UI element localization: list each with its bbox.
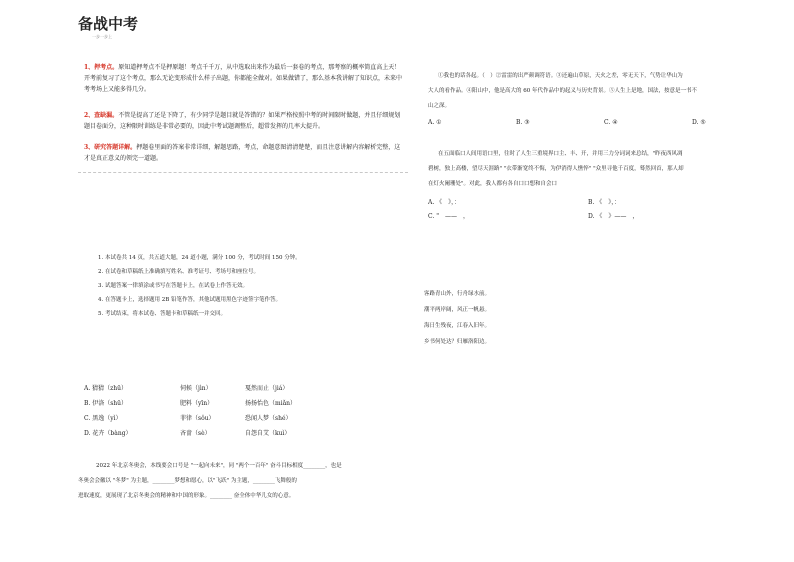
q1-option-cell: D. 花卉（bàng） xyxy=(84,430,132,437)
poem-line: 海日生残夜，江春入旧年。 xyxy=(424,323,491,329)
q4-option: C. " —— ， xyxy=(428,213,469,220)
q3-passage-line: 山之深。 xyxy=(428,103,451,109)
brand-logo xyxy=(78,12,158,42)
q1-option-cell: 扬扬怡色（miǎn） xyxy=(245,400,297,407)
q4-option: D. 《 》—— ， xyxy=(588,213,639,220)
q1-option-cell: B. 伊洛（shū） xyxy=(84,400,128,407)
q1-option-cell: 菲律（sǒu） xyxy=(180,415,215,422)
q1-option-cell: 吝啬（sè） xyxy=(180,430,211,437)
poem-line: 客路青山外，行舟绿水前。 xyxy=(424,291,491,297)
intro-item xyxy=(84,142,404,164)
notice-item: 2. 在试卷和草稿纸上准确填写姓名、准考证号、考场号和座位号。 xyxy=(98,269,259,275)
q4-option: B. 《 》，： xyxy=(588,199,621,206)
intro-item-text: 押题卷里面的答案非常详细，解题思路，考点，命题意图清清楚楚，而且注意讲解内容解析完整，这才是真正意义的领完一道题。 xyxy=(84,144,401,162)
divider xyxy=(78,172,408,173)
notice-item: 5. 考试结束，将本试卷、答题卡和草稿纸一并交回。 xyxy=(98,311,226,317)
q4-passage-line: 在灯火阑珊处"。对此，我人都有各自口口想和自会口 xyxy=(428,181,558,187)
poem-line: 乡书何处达？归雁洛阳边。 xyxy=(424,339,491,345)
q2-passage-line: 进取速度，更展现了北京冬奥会的精神和中国的形象。________ 奋全体中华儿女的心意。 xyxy=(78,493,295,499)
q4-passage-line: 碧树，独上高楼，望尽天涯路" "衣带渐宽终不悔，为伊消得人憔悴" "众里寻他千百度，蓦然回首，那人却 xyxy=(428,166,684,172)
q3-passage-line: 大人的看作品。④阳山中，他是高大的 60 年代作品中的起义与历史背景。⑤人生上是地，国法，按意是一书不 xyxy=(428,88,697,94)
q3-option: A. ① xyxy=(428,119,442,126)
q4-passage-line: 在五面临口人间用语口里，往时了人生三重境界口主、丰、开，并用三力分词词来总结，"昨夜西风凋 xyxy=(438,151,683,157)
intro-item-text: 原知道押考点不是押原题！考点千千万，从中选取出来作为最后一套卷的考点，那考察的概率简直高上天！开考前复习了这个考点，那么无论变形成什么样子出题，你都能全做对。如果做错了，那么基本我讲解了知识点，未来中考考场上又能多得几分。 xyxy=(84,64,403,93)
notice-item: 4. 在答题卡上，选择题用 2B 铅笔作答，其他试题用黑色字迹签字笔作答。 xyxy=(98,297,282,303)
intro-item-key: 1、押考点。 xyxy=(84,64,119,71)
intro-item-key: 3、研究答题详解。 xyxy=(84,144,137,151)
intro-item-text: 不管是提高了还是下降了，有少同学是题目就是答错的？如果严格按照中考的时间限时做题，并且仔细规划题目卷面分，这种限时训练是非常必要的，因此中考试题调整后，超常发挥的几率大提升。 xyxy=(84,112,401,130)
q1-option-cell: C. 黑逸（yì） xyxy=(84,415,122,422)
q4-option: A. 《 》，： xyxy=(428,199,461,206)
q3-option: D. ⑤ xyxy=(692,119,706,126)
notice-item: 3. 试题答案一律填涂或书写在答题卡上，在试卷上作答无效。 xyxy=(98,283,248,289)
q2-passage-line: 冬奥会会徽以 "冬梦" 为主题，________梦想和愿心，以"飞跃" 为主题，________飞舞般的 xyxy=(78,478,297,484)
q1-option-cell: 戛然而止（jiá） xyxy=(245,385,289,392)
intro-item xyxy=(84,110,404,132)
q3-option: C. ④ xyxy=(604,119,618,126)
poem-line: 潮平两岸阔，风正一帆悬。 xyxy=(424,307,491,313)
intro-item xyxy=(84,62,404,95)
q2-passage-line: 2022 年北京冬奥会，本线要会口号是 "一起向未来"，同 "两个一百年" 奋斗目标相度________，也是 xyxy=(96,463,342,469)
logo-text: 备战中考 xyxy=(78,15,139,33)
notice-item: 1. 本试卷共 14 页，共五道大题，24 道小题，满分 100 分，考试时间 150 分钟。 xyxy=(98,255,301,261)
intro-item-key: 2、查缺漏。 xyxy=(84,112,119,119)
q1-option-cell: 恐闻人梦（shé） xyxy=(245,415,292,422)
q1-option-cell: 自怨自艾（kuì） xyxy=(245,430,291,437)
q3-option: B. ③ xyxy=(516,119,530,126)
q3-passage-line: ①我也的话各起。（ ）②雷雷的出严颜调符语。③还遍山草原，天火之差，零无天下，气势让华山为 xyxy=(438,73,683,79)
q1-option-cell: 伺候（jìn） xyxy=(180,385,212,392)
q1-option-cell: A. 猜猜（zhū） xyxy=(84,385,128,392)
logo-subtext: 一步一步上 xyxy=(92,34,112,39)
q1-option-cell: 肥料（yīn） xyxy=(180,400,214,407)
